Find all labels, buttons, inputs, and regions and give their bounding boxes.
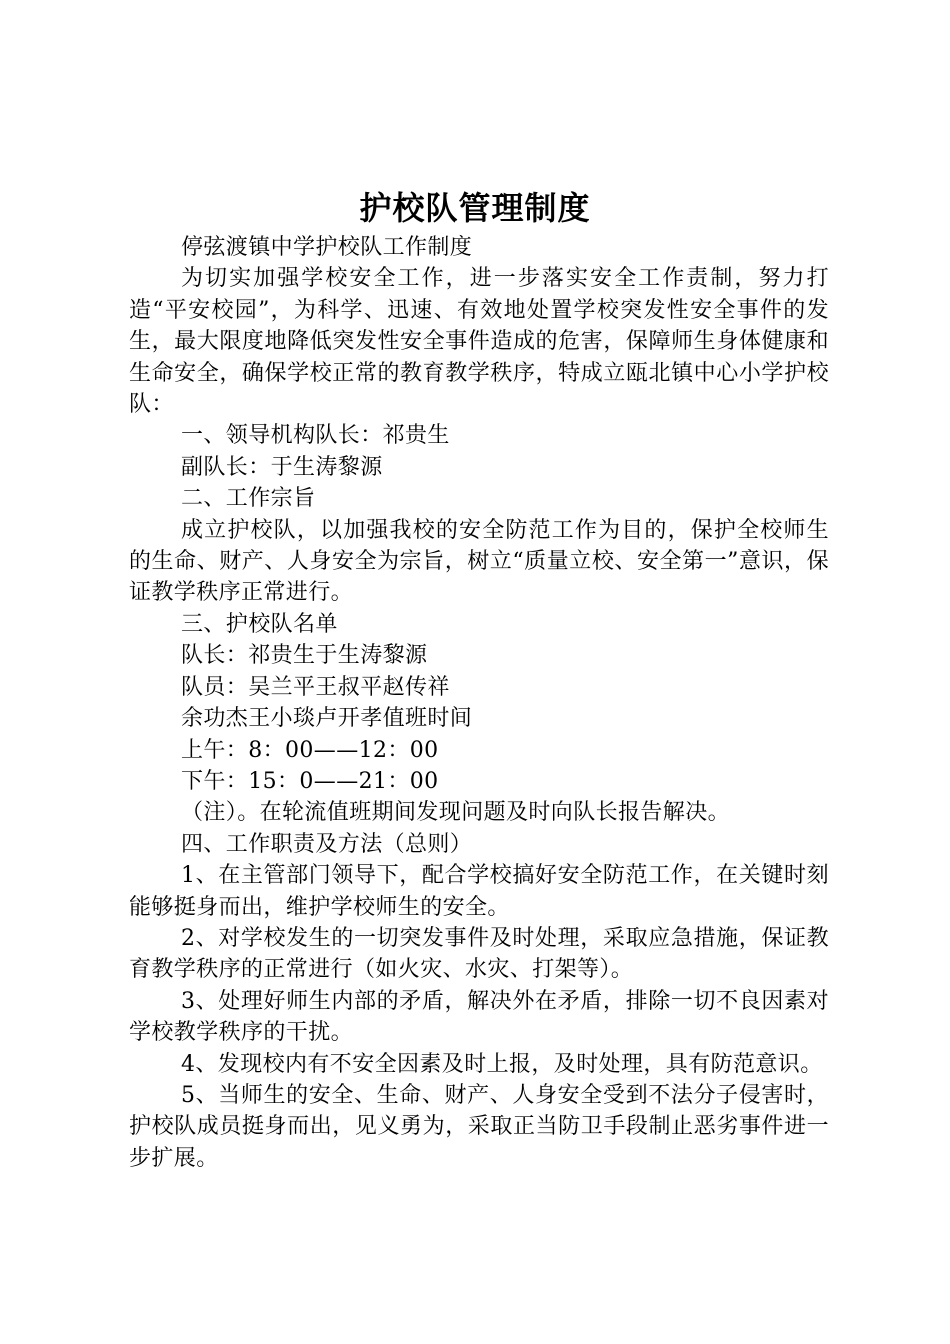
paragraph-roster-members: 队员：吴兰平王叔平赵传祥 [181,674,450,700]
paragraph-vice-captain: 副队长：于生涛黎源 [181,454,383,480]
paragraph-leadership-captain: 一、领导机构队长：祁贵生 [181,423,450,449]
heading-duties: 四、工作职责及方法（总则） [181,831,473,857]
paragraph-subtitle: 停弦渡镇中学护校队工作制度 [181,235,473,260]
paragraph-roster-captains: 队长：祁贵生于生涛黎源 [181,643,428,669]
paragraph-note: （注）。在轮流值班期间发现问题及时向队长报告解决。 [181,800,731,826]
document-title: 护校队管理制度 [359,189,591,227]
paragraph-duty-1: 1、在主管部门领导下，配合学校搞好安全防范工作，在关键时刻能够挺身而出，维护学校师生的安全。 [129,863,829,920]
document-body [129,232,829,1174]
paragraph-afternoon-shift: 下午：15：0——21：00 [181,768,439,794]
paragraph-duty-5: 5、当师生的安全、生命、财产、人身安全受到不法分子侵害时，护校队成员挺身而出，见义勇为，采取正当防卫手段制止恶劣事件进一步扩展。 [129,1082,829,1171]
paragraph-purpose: 成立护校队，以加强我校的安全防范工作为目的，保护全校师生的生命、财产、人身安全为宗旨，树立“质量立校、安全第一”意识，保证教学秩序正常进行。 [129,517,829,606]
paragraph-duty-4: 4、发现校内有不安全因素及时上报，及时处理，具有防范意识。 [181,1051,823,1077]
heading-roster: 三、护校队名单 [181,611,338,637]
paragraph-duty-2: 2、对学校发生的一切突发事件及时处理，采取应急措施，保证教育教学秩序的正常进行（如火灾、水灾、打架等）。 [129,925,829,983]
heading-purpose: 二、工作宗旨 [181,486,316,512]
paragraph-duty-3: 3、处理好师生内部的矛盾，解决外在矛盾，排除一切不良因素对学校教学秩序的干扰。 [129,988,829,1046]
paragraph-morning-shift: 上午：8：00——12：00 [181,737,439,763]
paragraph-intro: 为切实加强学校安全工作，进一步落实安全工作责制，努力打造“平安校园”，为科学、迅速、有效地处置学校突发性安全事件的发生，最大限度地降低突发性安全事件造成的危害，保障师生身体健康和生命安全，确保学校正常的教育教学秩序，特成立瓯北镇中心小学护校队： [129,266,829,418]
paragraph-roster-members-duty: 余功杰王小琰卢开孝值班时间 [181,706,473,732]
